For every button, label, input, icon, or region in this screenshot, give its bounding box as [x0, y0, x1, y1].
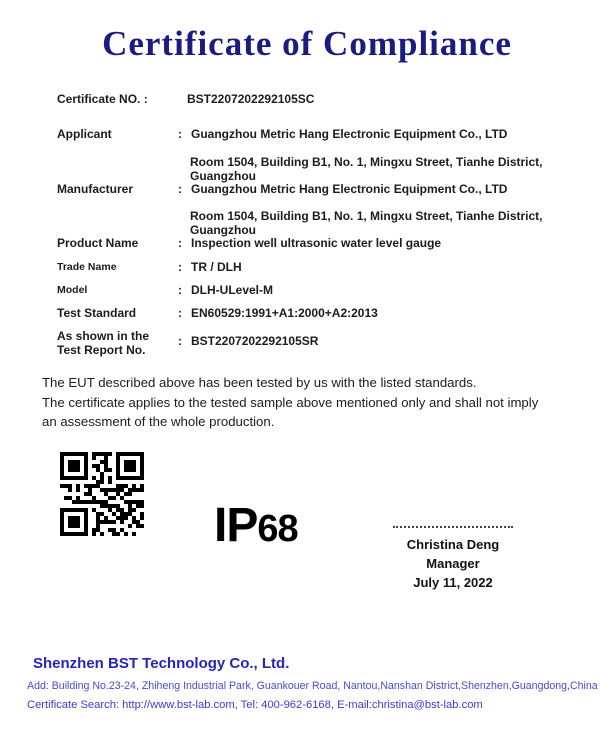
page-title: Certificate of Compliance: [102, 24, 512, 63]
colon-trade-name: :: [178, 260, 182, 274]
field-row-test-standard: [57, 306, 561, 320]
field-row-trade-name: [57, 260, 561, 274]
footer-company-name: Shenzhen BST Technology Co., Ltd.: [33, 655, 290, 672]
field-label-cert-no: Certificate NO. :: [57, 92, 148, 106]
signature-dotted-line: [393, 526, 513, 529]
signature-role: Manager: [426, 556, 480, 571]
field-value-model: DLH-ULevel-M: [191, 283, 274, 297]
field-label-test-standard: Test Standard: [57, 306, 137, 320]
field-value-trade-name: TR / DLH: [191, 260, 242, 274]
manufacturer-address-line2: Guangzhou: [190, 223, 256, 237]
field-label-test-report: [57, 329, 178, 357]
footer-certificate-search: Certificate Search: http://www.bst-lab.com, Tel: 400-962-6168, E-mail:christina@bst-lab.com: [27, 699, 483, 711]
applicant-address: [190, 155, 570, 183]
manufacturer-address: [190, 209, 570, 237]
signature-name: Christina Deng: [406, 537, 500, 552]
ip-rating-value: 68: [257, 508, 298, 550]
statement-line1: The EUT described above has been tested by us with the listed standards.: [42, 375, 477, 390]
statement-line3: an assessment of the whole production.: [42, 414, 275, 429]
field-label-model: Model: [57, 284, 88, 296]
colon-test-standard: :: [178, 306, 182, 320]
field-row-manufacturer: [57, 182, 561, 196]
field-value-applicant: Guangzhou Metric Hang Electronic Equipment Co., LTD: [191, 127, 508, 141]
footer: [0, 655, 614, 711]
field-row-applicant: [57, 127, 561, 141]
field-value-test-report: BST2207202292105SR: [191, 334, 319, 348]
field-label-test-report-line2: Test Report No.: [57, 343, 146, 357]
qr-code: [60, 452, 144, 536]
field-label-applicant: Applicant: [57, 127, 112, 141]
field-row-model: [57, 283, 561, 297]
field-label-test-report-line1: As shown in the: [57, 329, 150, 343]
colon-product-name: :: [178, 236, 182, 250]
field-row-test-report: [57, 329, 561, 357]
colon-test-report: :: [178, 334, 182, 348]
colon-model: :: [178, 283, 182, 297]
footer-address: Add: Building No.23-24, Zhiheng Industrial Park, Guankouer Road, Nantou,Nanshan District,Shenzhen,Guangdong,China: [27, 680, 598, 692]
ip-rating-badge: [214, 498, 298, 553]
field-row-product-name: [57, 236, 561, 250]
field-value-product-name: Inspection well ultrasonic water level gauge: [191, 236, 442, 250]
field-value-cert-no: BST2207202292105SC: [187, 92, 315, 106]
colon-applicant: :: [178, 127, 182, 141]
applicant-address-line2: Guangzhou: [190, 169, 256, 183]
signature-block: [375, 526, 531, 592]
compliance-statement: [42, 373, 587, 432]
field-label-trade-name: Trade Name: [57, 261, 117, 273]
colon-manufacturer: :: [178, 182, 182, 196]
signature-date: July 11, 2022: [413, 575, 493, 590]
manufacturer-address-line1: Room 1504, Building B1, No. 1, Mingxu Street, Tianhe District,: [190, 209, 543, 223]
field-value-manufacturer: Guangzhou Metric Hang Electronic Equipment Co., LTD: [191, 182, 508, 196]
field-label-manufacturer: Manufacturer: [57, 182, 134, 196]
field-value-test-standard: EN60529:1991+A1:2000+A2:2013: [191, 306, 378, 320]
ip-rating-prefix: IP: [214, 499, 258, 552]
applicant-address-line1: Room 1504, Building B1, No. 1, Mingxu Street, Tianhe District,: [190, 155, 543, 169]
field-label-product-name: Product Name: [57, 236, 139, 250]
field-row-cert-no: [57, 92, 557, 106]
statement-line2: The certificate applies to the tested sample above mentioned only and shall not imply: [42, 394, 539, 410]
